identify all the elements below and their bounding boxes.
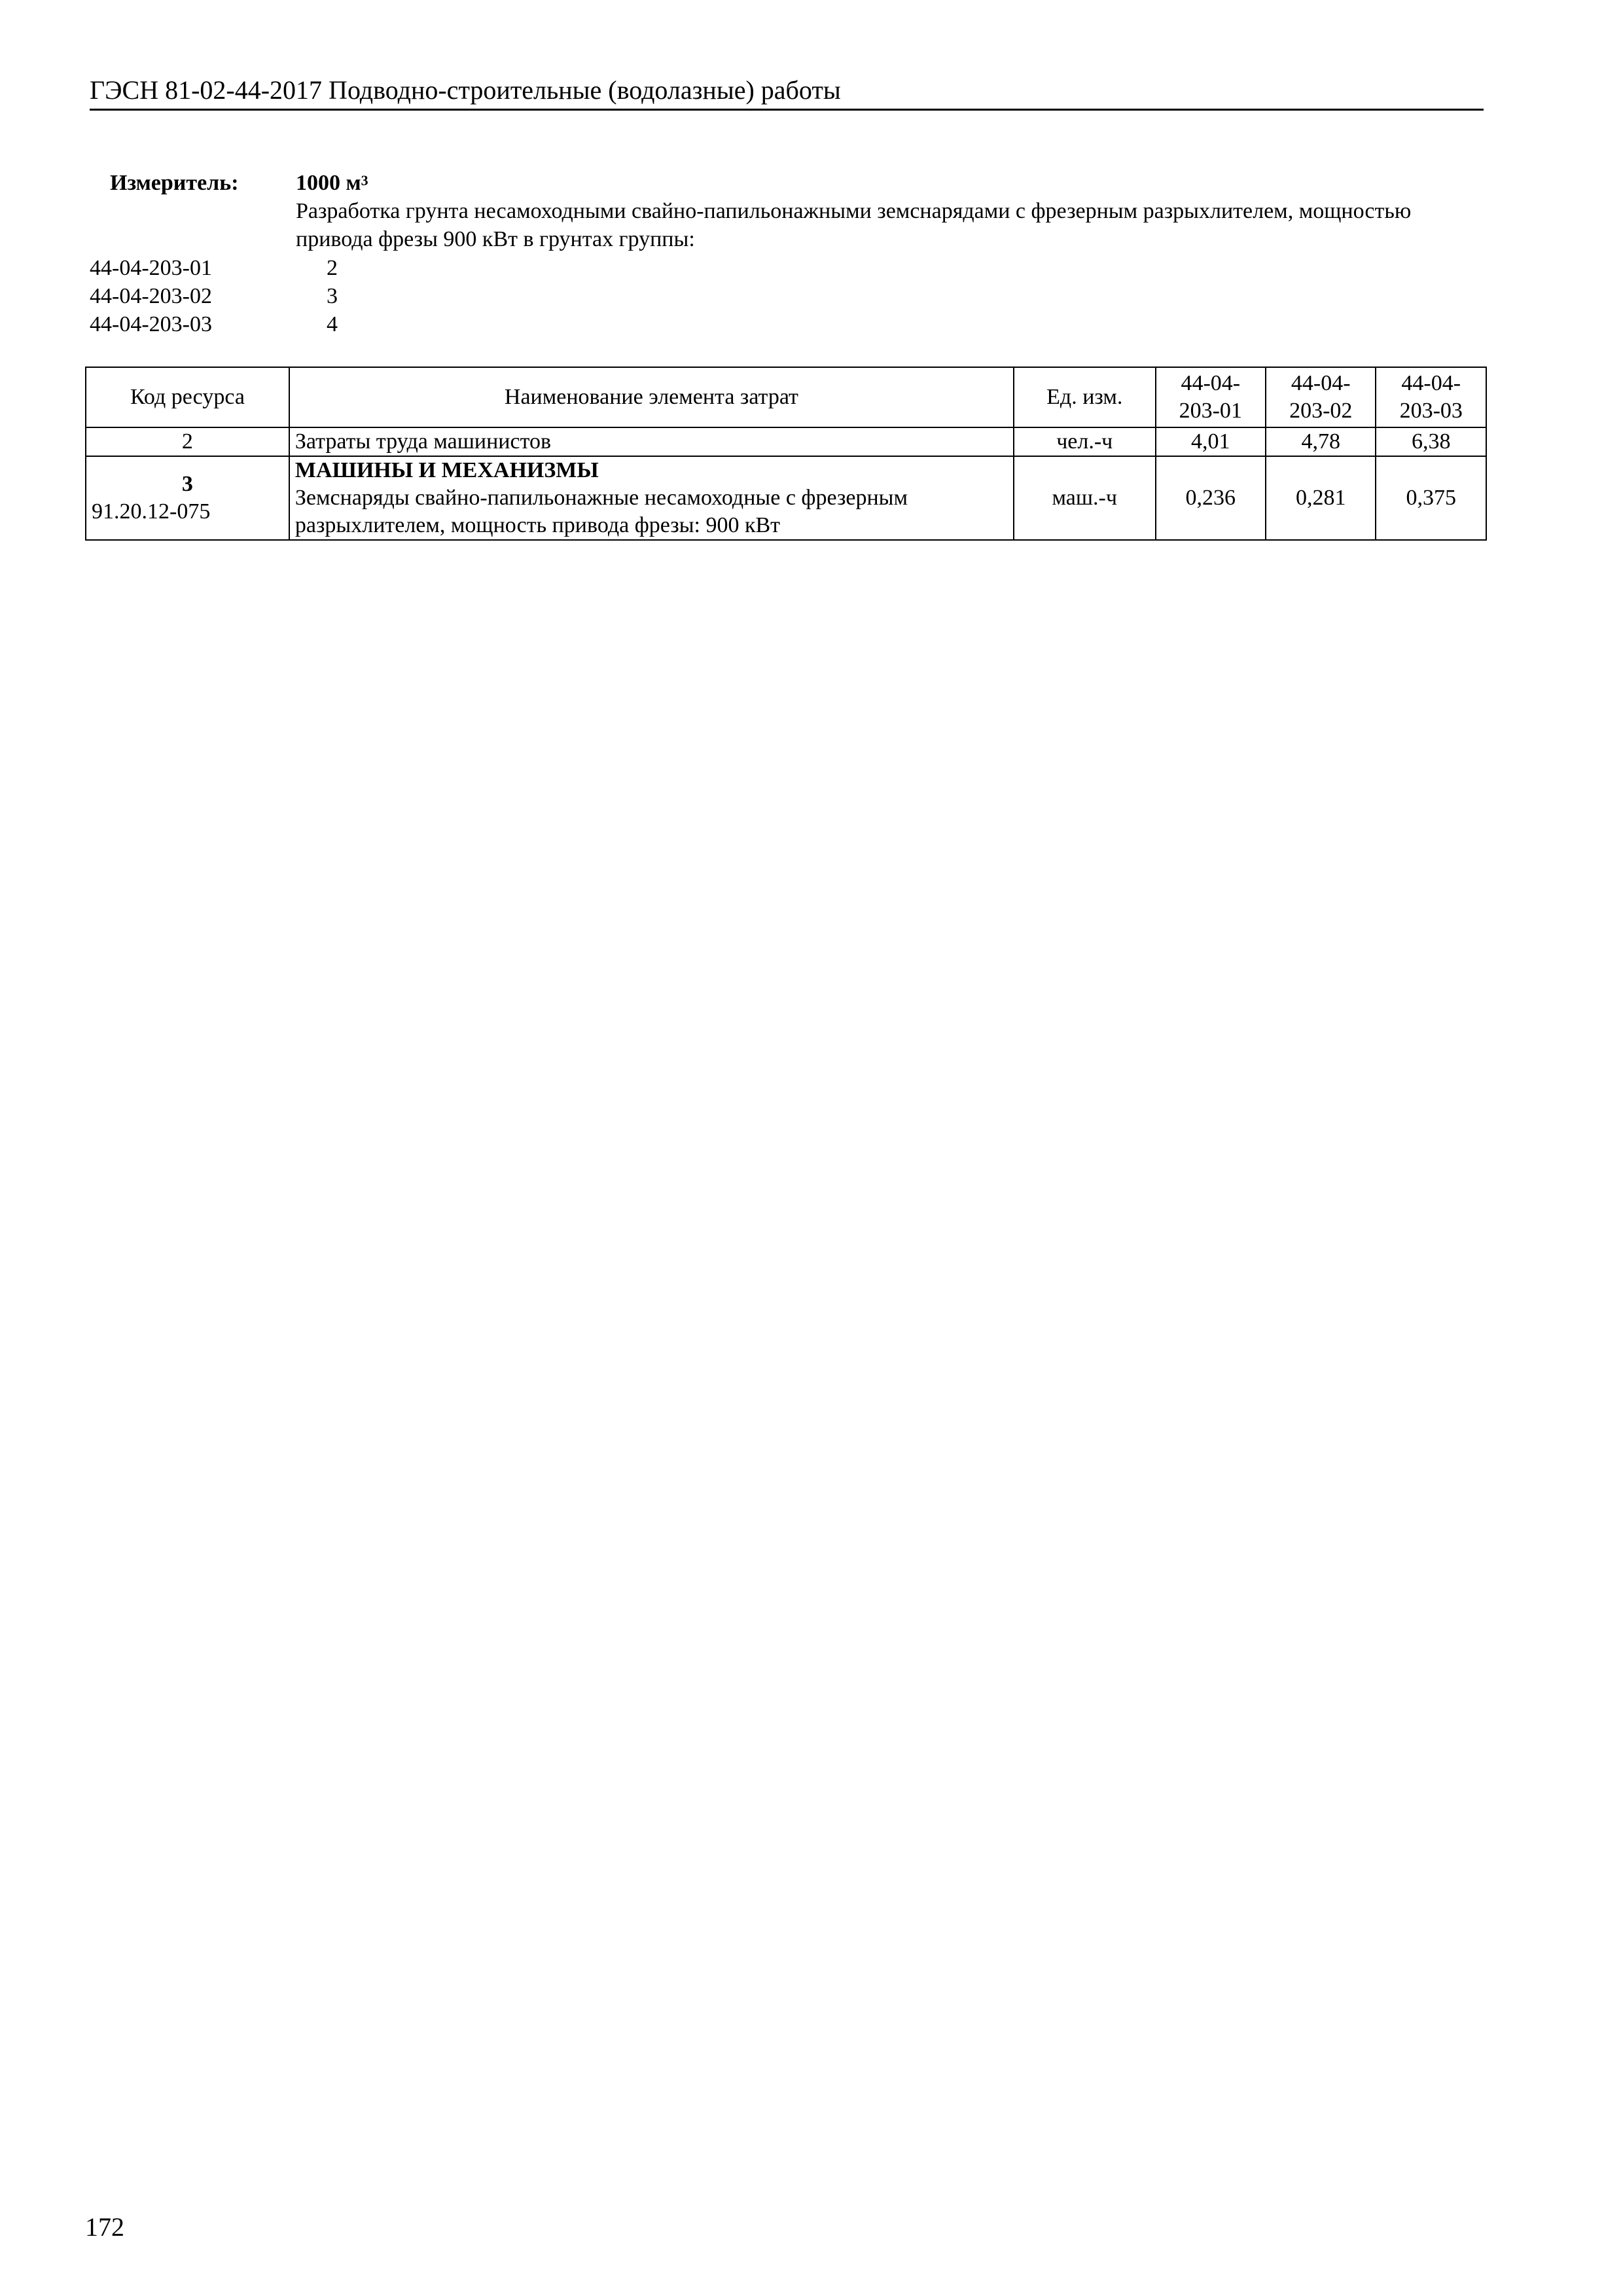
row-name-cell: [289, 456, 1014, 540]
resource-table: [85, 367, 1487, 541]
row-code-cell: [86, 456, 289, 540]
header-unit: Ед. изм.: [1014, 367, 1156, 427]
header-col1-line2: 203-01: [1179, 399, 1242, 423]
norm-code: 44-04-203-03: [90, 312, 212, 336]
row-value-3: 6,38: [1376, 427, 1486, 456]
header-title: ГЭСН 81-02-44-2017 Подводно-строительные (водолазные) работы: [90, 75, 841, 105]
measure-label: Измеритель:: [110, 171, 239, 195]
code-row: [90, 310, 392, 338]
row-value-2: 0,281: [1266, 456, 1376, 540]
row-code: 2: [86, 427, 289, 456]
row-value-1: 4,01: [1156, 427, 1266, 456]
section-title: МАШИНЫ И МЕХАНИЗМЫ: [294, 458, 599, 482]
page-number: 172: [85, 2212, 124, 2242]
row-value-1: 0,236: [1156, 456, 1266, 540]
work-description: Разработка грунта несамоходными свайно-папильонажными земснарядами с фрезерным разрыхлителем, мощностью привода фрезы 900 кВт в грунтах группы:: [296, 199, 1412, 251]
measure-unit-exponent: 3: [361, 172, 368, 188]
header-col1-line1: 44-04-: [1181, 371, 1241, 395]
table-row: [86, 456, 1486, 540]
row-name: Затраты труда машинистов: [289, 427, 1014, 456]
row-name: Земснаряды свайно-папильонажные несамоходные с фрезерным разрыхлителем, мощность привода фрезы: 900 кВт: [294, 486, 908, 537]
section-code: 3: [181, 472, 193, 496]
measure-unit-value: 1000 м: [296, 171, 361, 195]
code-row: [90, 254, 392, 282]
document-header: [90, 73, 1484, 111]
soil-group: 4: [327, 312, 338, 336]
header-code: Код ресурса: [86, 367, 289, 427]
code-list: [90, 254, 392, 338]
header-col1: [1156, 367, 1266, 427]
header-col2-line1: 44-04-: [1291, 371, 1351, 395]
header-col3-line2: 203-03: [1399, 399, 1463, 423]
code-row: [90, 282, 392, 310]
header-col3: [1376, 367, 1486, 427]
table-row: [86, 427, 1486, 456]
row-value-3: 0,375: [1376, 456, 1486, 540]
row-unit: чел.-ч: [1014, 427, 1156, 456]
soil-group: 2: [327, 256, 338, 280]
table-header-row: [86, 367, 1486, 427]
header-col2-line2: 203-02: [1289, 399, 1353, 423]
header-col2: [1266, 367, 1376, 427]
soil-group: 3: [327, 284, 338, 308]
row-unit: маш.-ч: [1014, 456, 1156, 540]
header-name: Наименование элемента затрат: [289, 367, 1014, 427]
row-code: 91.20.12-075: [92, 499, 211, 524]
measure-unit: [296, 169, 368, 198]
header-col3-line1: 44-04-: [1401, 371, 1461, 395]
norm-code: 44-04-203-02: [90, 284, 212, 308]
row-value-2: 4,78: [1266, 427, 1376, 456]
norm-code: 44-04-203-01: [90, 256, 212, 280]
